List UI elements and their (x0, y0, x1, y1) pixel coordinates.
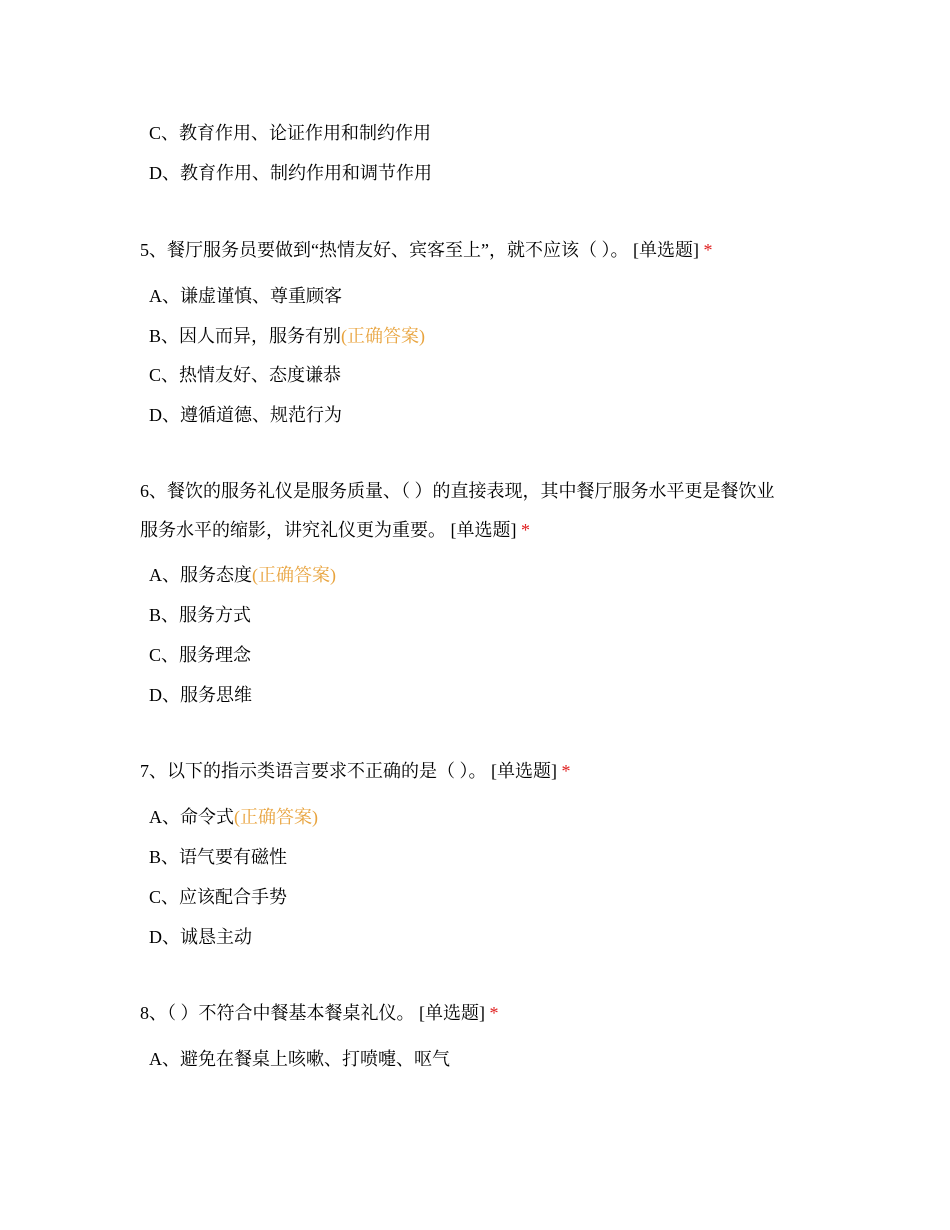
required-mark: * (489, 1003, 499, 1023)
required-mark: * (521, 520, 530, 540)
question-text: 7、以下的指示类语言要求不正确的是（ ）。 (140, 761, 487, 781)
q5-option-d (149, 402, 342, 428)
option-text: C、应该配合手势 (149, 887, 288, 907)
q5-option-a (149, 283, 342, 309)
option-text: A、命令式 (149, 807, 234, 827)
option-text: B、语气要有磁性 (149, 847, 288, 867)
question-5-title (140, 237, 712, 263)
question-text: 6、餐饮的服务礼仪是服务质量、（ ）的直接表现，其中餐厅服务水平更是餐饮业 (140, 481, 775, 501)
correct-answer-tag: (正确答案) (341, 326, 426, 346)
option-text: D、遵循道德、规范行为 (149, 405, 342, 425)
required-mark: * (703, 240, 713, 260)
q7-option-d (149, 924, 252, 950)
q7-option-c (149, 884, 287, 910)
question-8-title (140, 1000, 499, 1026)
q6-option-d (149, 682, 252, 708)
question-text: 5、餐厅服务员要做到“热情友好、宾客至上”，就不应该（ ）。 (140, 240, 629, 260)
option-d (149, 160, 432, 186)
question-type-tag: [单选题] (450, 520, 517, 540)
question-type-tag: [单选题] (632, 240, 699, 260)
question-type-tag: [单选题] (419, 1003, 485, 1023)
question-type-tag: [单选题] (491, 761, 557, 781)
option-text: C、热情友好、态度谦恭 (149, 365, 342, 385)
option-text: C、教育作用、论证作用和制约作用 (149, 123, 432, 143)
question-text: 服务水平的缩影，讲究礼仪更为重要。 (140, 520, 446, 540)
option-text: A、避免在餐桌上咳嗽、打喷嚏、呕气 (149, 1049, 450, 1069)
option-text: A、谦虚谨慎、尊重顾客 (149, 286, 342, 306)
option-text: D、服务思维 (149, 685, 252, 705)
q5-option-b (149, 323, 425, 349)
q6-option-b (149, 602, 251, 628)
correct-answer-tag: (正确答案) (234, 807, 318, 827)
required-mark: * (561, 761, 571, 781)
q6-option-c (149, 642, 251, 668)
q8-option-a (149, 1046, 450, 1072)
option-text: D、诚恳主动 (149, 927, 252, 947)
question-text: 8、（ ）不符合中餐基本餐桌礼仪。 (140, 1003, 415, 1023)
q7-option-b (149, 844, 287, 870)
option-text: B、因人而异，服务有别 (149, 326, 342, 346)
option-text: D、教育作用、制约作用和调节作用 (149, 163, 432, 183)
question-6-title-line2 (140, 517, 530, 543)
option-text: B、服务方式 (149, 605, 252, 625)
q6-option-a (149, 562, 336, 588)
option-text: C、服务理念 (149, 645, 252, 665)
option-text: A、服务态度 (149, 565, 252, 585)
q5-option-c (149, 362, 341, 388)
q7-option-a (149, 804, 318, 830)
option-c (149, 120, 431, 146)
question-7-title (140, 758, 571, 784)
correct-answer-tag: (正确答案) (252, 565, 336, 585)
question-6-title-line1 (140, 478, 775, 504)
